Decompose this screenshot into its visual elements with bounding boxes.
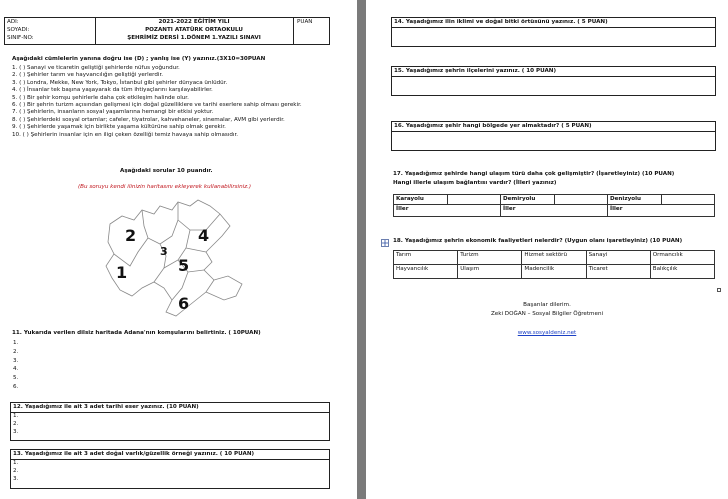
list-item: 4. ( ) İnsanlar tek başına yaşayarak da tüm ihtiyaçlarını karşılayabilirler. <box>12 87 213 94</box>
map-note: (Bu soruyu kendi ilinizin haritasını ekleyerek kullanabilirsiniz.) <box>78 184 252 190</box>
transport-sea-check[interactable] <box>661 195 715 205</box>
economy-cell[interactable]: Tarım <box>394 251 458 265</box>
answer-line[interactable]: 3. <box>13 357 19 364</box>
transport-rail[interactable]: Demiryolu <box>501 195 555 205</box>
q13-box <box>10 449 330 489</box>
q12-title: 12. Yaşadığımız ile ait 3 adet tarihi eser yazınız. (10 PUAN) <box>11 403 329 413</box>
answer-line[interactable]: 2. <box>13 421 19 427</box>
school-year: 2021-2022 EĞİTİM YILI <box>158 19 230 25</box>
transport-road-check[interactable] <box>447 195 501 205</box>
answer-line[interactable]: 2. <box>13 468 19 474</box>
transport-rail-check[interactable] <box>554 195 608 205</box>
map-number: 6 <box>178 294 190 313</box>
map-number: 1 <box>116 263 128 282</box>
exam-header <box>4 17 330 45</box>
q17-subtitle: Hangi illerle ulaşım bağlantısı vardır? (İlleri yazınız) <box>393 180 557 186</box>
blank-map <box>102 196 252 326</box>
answer-line[interactable]: 5. <box>13 375 19 382</box>
answer-line[interactable]: 6. <box>13 383 19 390</box>
economy-cell[interactable]: Madencilik <box>522 265 586 279</box>
true-false-instructions: Aşağıdaki cümlelerin yanına doğru ise (D) ; yanlış ise (Y) yazınız.(3X10=30PUAN <box>12 56 266 62</box>
answer-line[interactable]: 4. <box>13 366 19 373</box>
rail-cities[interactable]: İller <box>501 204 608 216</box>
q16-box <box>391 121 716 151</box>
student-name-label: ADI: <box>7 19 19 25</box>
list-item: 9. ( ) Şehirlerde yaşamak için birlikte yaşama kültürüne sahip olmak gerekir. <box>12 124 226 131</box>
q13-title: 13. Yaşadığımız ile ait 3 adet doğal varlık/güzellik örneği yazınız. ( 10 PUAN) <box>11 450 329 460</box>
economy-cell[interactable]: Ulaşım <box>458 265 522 279</box>
economy-cell[interactable]: Ormancılık <box>650 251 714 265</box>
table-move-handle-icon[interactable] <box>381 239 389 247</box>
score-cell <box>293 18 330 44</box>
answer-line[interactable]: 2. <box>13 348 19 355</box>
answer-line[interactable]: 1. <box>13 413 19 419</box>
transport-road[interactable]: Karayolu <box>394 195 448 205</box>
q18-title: 18. Yaşadığımız şehrin ekonomik faaliyetleri nelerdir? (Uygun olanı işaretleyiniz) (10 PUAN) <box>393 238 683 244</box>
q14-box <box>391 17 716 47</box>
economy-cell[interactable]: Hizmet sektörü <box>522 251 586 265</box>
economy-cell[interactable]: Turizm <box>458 251 522 265</box>
map-number: 4 <box>198 226 210 245</box>
list-item: 8. ( ) Şehirlerdeki sosyal ortamlar; cafeler, tiyatrolar, kahvehaneler, sinemalar, AVM gibi yerlerdir. <box>12 116 285 123</box>
map-number: 2 <box>125 226 137 245</box>
answer-line[interactable]: 3. <box>13 476 19 482</box>
exam-page-2 <box>366 0 728 499</box>
q17-title: 17. Yaşadığımız şehirde hangi ulaşım türü daha çok gelişmiştir? (İşaretleyiniz) (10 PUAN) <box>393 171 675 177</box>
exam-page-1 <box>0 0 357 499</box>
sea-cities[interactable]: İller <box>608 204 715 216</box>
true-false-list <box>12 65 302 139</box>
exam-title: ŞEHRİMİZ DERSİ 1.DÖNEM 1.YAZILI SINAVI <box>127 35 261 41</box>
road-cities[interactable]: İller <box>394 204 501 216</box>
economy-cell[interactable]: Sanayi <box>586 251 650 265</box>
student-surname-label: SOYADI: <box>7 27 30 33</box>
economy-cell[interactable]: Hayvancılık <box>394 265 458 279</box>
economy-table <box>393 250 715 279</box>
q16-title: 16. Yaşadığımız şehir hangi bölgede yer almaktadır? ( 5 PUAN) <box>392 122 715 132</box>
map-number: 5 <box>178 256 190 275</box>
closing-wishes: Başarılar dilerim. <box>523 302 571 308</box>
school-name: POZANTI ATATÜRK ORTAOKULU <box>145 27 243 33</box>
list-item: 1. ( ) Sanayi ve ticaretin geliştiği şehirlerde nüfus yoğundur. <box>12 65 180 71</box>
q15-box <box>391 66 716 96</box>
student-info-cell <box>5 18 96 44</box>
section-title: Aşağıdaki sorular 10 puandır. <box>120 168 213 174</box>
q12-box <box>10 402 330 441</box>
website-link[interactable]: www.sosyaldeniz.net <box>517 330 577 336</box>
score-label: PUAN <box>297 19 313 25</box>
transport-table <box>393 194 715 217</box>
q14-title: 14. Yaşadığımız ilin iklimi ve doğal bitki örtüsünü yazınız. ( 5 PUAN) <box>392 18 715 28</box>
map-number: 3 <box>160 245 168 258</box>
list-item: 5. ( ) Bir şehir komşu şehirlerle daha çok etkileşim halinde olur. <box>12 94 189 101</box>
economy-cell[interactable]: Balıkçılık <box>650 265 714 279</box>
economy-cell[interactable]: Ticaret <box>586 265 650 279</box>
list-item: 7. ( ) Şehirlerin, insanların sosyal yaşamlarına hemangi bir etkisi yoktur. <box>12 109 214 116</box>
table-resize-handle-icon[interactable] <box>717 288 721 292</box>
answer-line[interactable]: 1. <box>13 460 19 466</box>
q11-title: 11. Yukarıda verilen dilsiz haritada Adana'nın komşularını belirtiniz. ( 10PUAN) <box>12 330 261 336</box>
list-item: 6. ( ) Bir şehrin turizm açısından gelişmesi için doğal güzelliklere ve tarihi eserlere sahip olması gerekir. <box>12 102 302 109</box>
q11-answer-lines <box>13 339 18 392</box>
q15-title: 15. Yaşadığımız şehrin ilçelerini yazınız. ( 10 PUAN) <box>392 67 715 77</box>
student-class-label: SINIF-NO: <box>7 35 34 41</box>
list-item: 3. ( ) Londra, Mekke, New York, Tokyo, İstanbul gibi şehirler dünyaca ünlüdür. <box>12 79 228 86</box>
answer-line[interactable]: 1. <box>13 340 19 346</box>
list-item: 10. ( ) Şehirlerin insanlar için en iligi çeken özelliği temiz havaya sahip olmasıdır. <box>12 131 239 138</box>
teacher-signature: Zeki DOĞAN – Sosyal Bilgiler Öğretmeni <box>490 311 604 317</box>
list-item: 2. ( ) Şehirler tarım ve hayvancılığın geliştiği yerlerdir. <box>12 72 164 79</box>
answer-line[interactable]: 3. <box>13 429 19 435</box>
transport-sea[interactable]: Denizyolu <box>608 195 662 205</box>
